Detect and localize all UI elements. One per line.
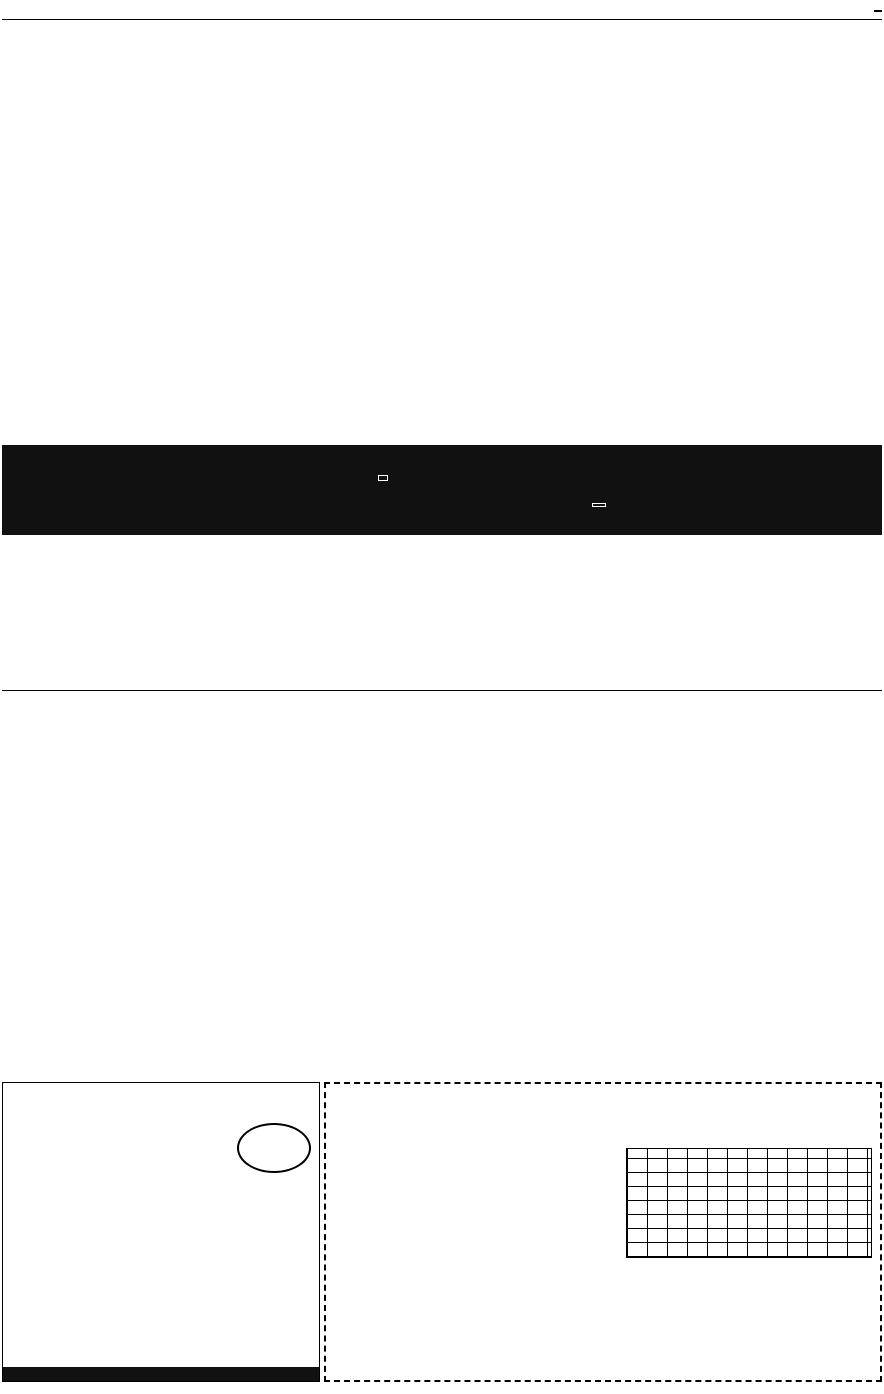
- masthead: [2, 2, 882, 20]
- pizza-strip: [3, 1367, 319, 1381]
- personal-scene-banner: [2, 445, 882, 535]
- banner-cost: [592, 503, 606, 507]
- pizza-ad: [2, 1082, 320, 1382]
- page-code: [874, 10, 882, 12]
- banner-tagline: [378, 475, 388, 481]
- shields-logo: [237, 1123, 311, 1173]
- top-classifieds: [2, 22, 882, 442]
- ad-coupon: [324, 1082, 882, 1382]
- personals-grid: [2, 690, 882, 1080]
- instructions: [2, 537, 882, 647]
- ad-copy-grid[interactable]: [626, 1148, 872, 1258]
